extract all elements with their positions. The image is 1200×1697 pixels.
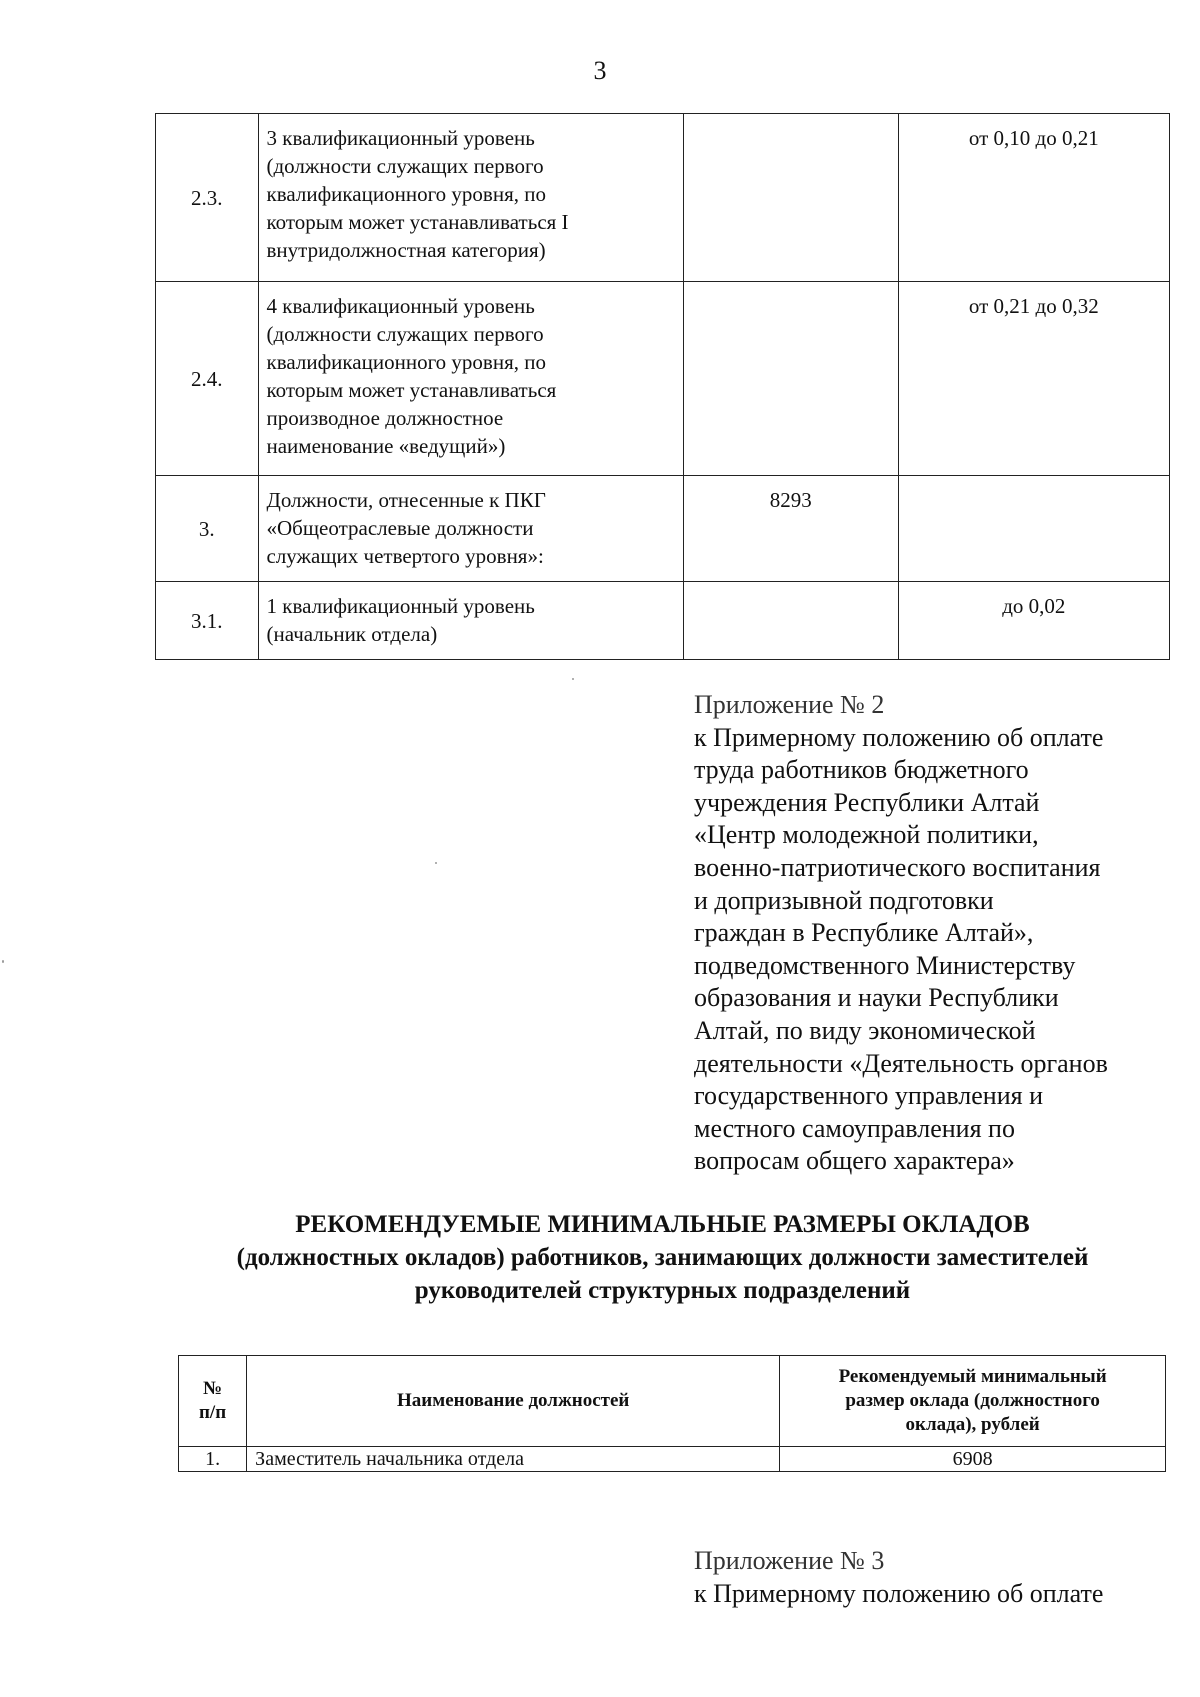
salary-cell xyxy=(683,282,898,476)
scan-speck xyxy=(435,862,437,864)
col-header-number: № п/п xyxy=(179,1356,247,1447)
page-number: 3 xyxy=(593,56,607,85)
table-row xyxy=(156,582,1170,660)
row-number: 3. xyxy=(156,476,259,582)
appendix-2-caption: Приложение № 2 к Примерному положению об оплате труда работников бюджетного учреждения Республики Алтай «Центр молодежной политики, военно-патриотического воспитания и допризывной подготовки граждан в Республике Алтай», подведомственного Министерству образования и науки Республики Алтай, по виду экономической деятельности «Деятельность органов государственного управления и местного самоуправления по вопросам общего характера» xyxy=(694,689,1154,1178)
salary-coefficient-table xyxy=(155,113,1170,660)
col-header-salary: Рекомендуемый минимальный размер оклада (должностного оклада), рублей xyxy=(780,1356,1166,1447)
appendix-title: Приложение № 2 xyxy=(694,690,885,719)
position-name: Должности, отнесенные к ПКГ «Общеотраслевые должности служащих четвертого уровня»: xyxy=(258,476,683,582)
table-row xyxy=(156,114,1170,282)
salary-value: 6908 xyxy=(780,1447,1166,1472)
salary-cell: 8293 xyxy=(683,476,898,582)
appendix-3-caption: Приложение № 3 к Примерному положению об оплате xyxy=(694,1545,1154,1610)
position-name: 4 квалификационный уровень (должности служащих первого квалификационного уровня, по которым может устанавливаться производное должностное наименование «ведущий») xyxy=(258,282,683,476)
coefficient-cell: от 0,21 до 0,32 xyxy=(898,282,1169,476)
minimum-salary-table xyxy=(178,1355,1166,1472)
table-row xyxy=(179,1447,1166,1472)
section-heading: РЕКОМЕНДУЕМЫЕ МИНИМАЛЬНЫЕ РАЗМЕРЫ ОКЛАДОВ (должностных окладов) работников, занимающих должности заместителей руководителей структурных подразделений xyxy=(236,1211,1089,1304)
salary-cell xyxy=(683,114,898,282)
coefficient-cell xyxy=(898,476,1169,582)
table-row xyxy=(156,476,1170,582)
coefficient-cell: от 0,10 до 0,21 xyxy=(898,114,1169,282)
salary-cell xyxy=(683,582,898,660)
table-header-row xyxy=(179,1356,1166,1447)
position-name: 3 квалификационный уровень (должности служащих первого квалификационного уровня, по которым может устанавливаться I внутридолжностная категория) xyxy=(258,114,683,282)
position-name: 1 квалификационный уровень (начальник отдела) xyxy=(258,582,683,660)
row-number: 2.3. xyxy=(156,114,259,282)
scan-speck xyxy=(572,678,574,680)
appendix-title: Приложение № 3 xyxy=(694,1546,885,1575)
row-number: 2.4. xyxy=(156,282,259,476)
table-row xyxy=(156,282,1170,476)
coefficient-cell: до 0,02 xyxy=(898,582,1169,660)
col-header-name: Наименование должностей xyxy=(247,1356,780,1447)
scan-speck xyxy=(2,960,4,963)
position-name: Заместитель начальника отдела xyxy=(247,1447,780,1472)
row-number: 1. xyxy=(179,1447,247,1472)
row-number: 3.1. xyxy=(156,582,259,660)
